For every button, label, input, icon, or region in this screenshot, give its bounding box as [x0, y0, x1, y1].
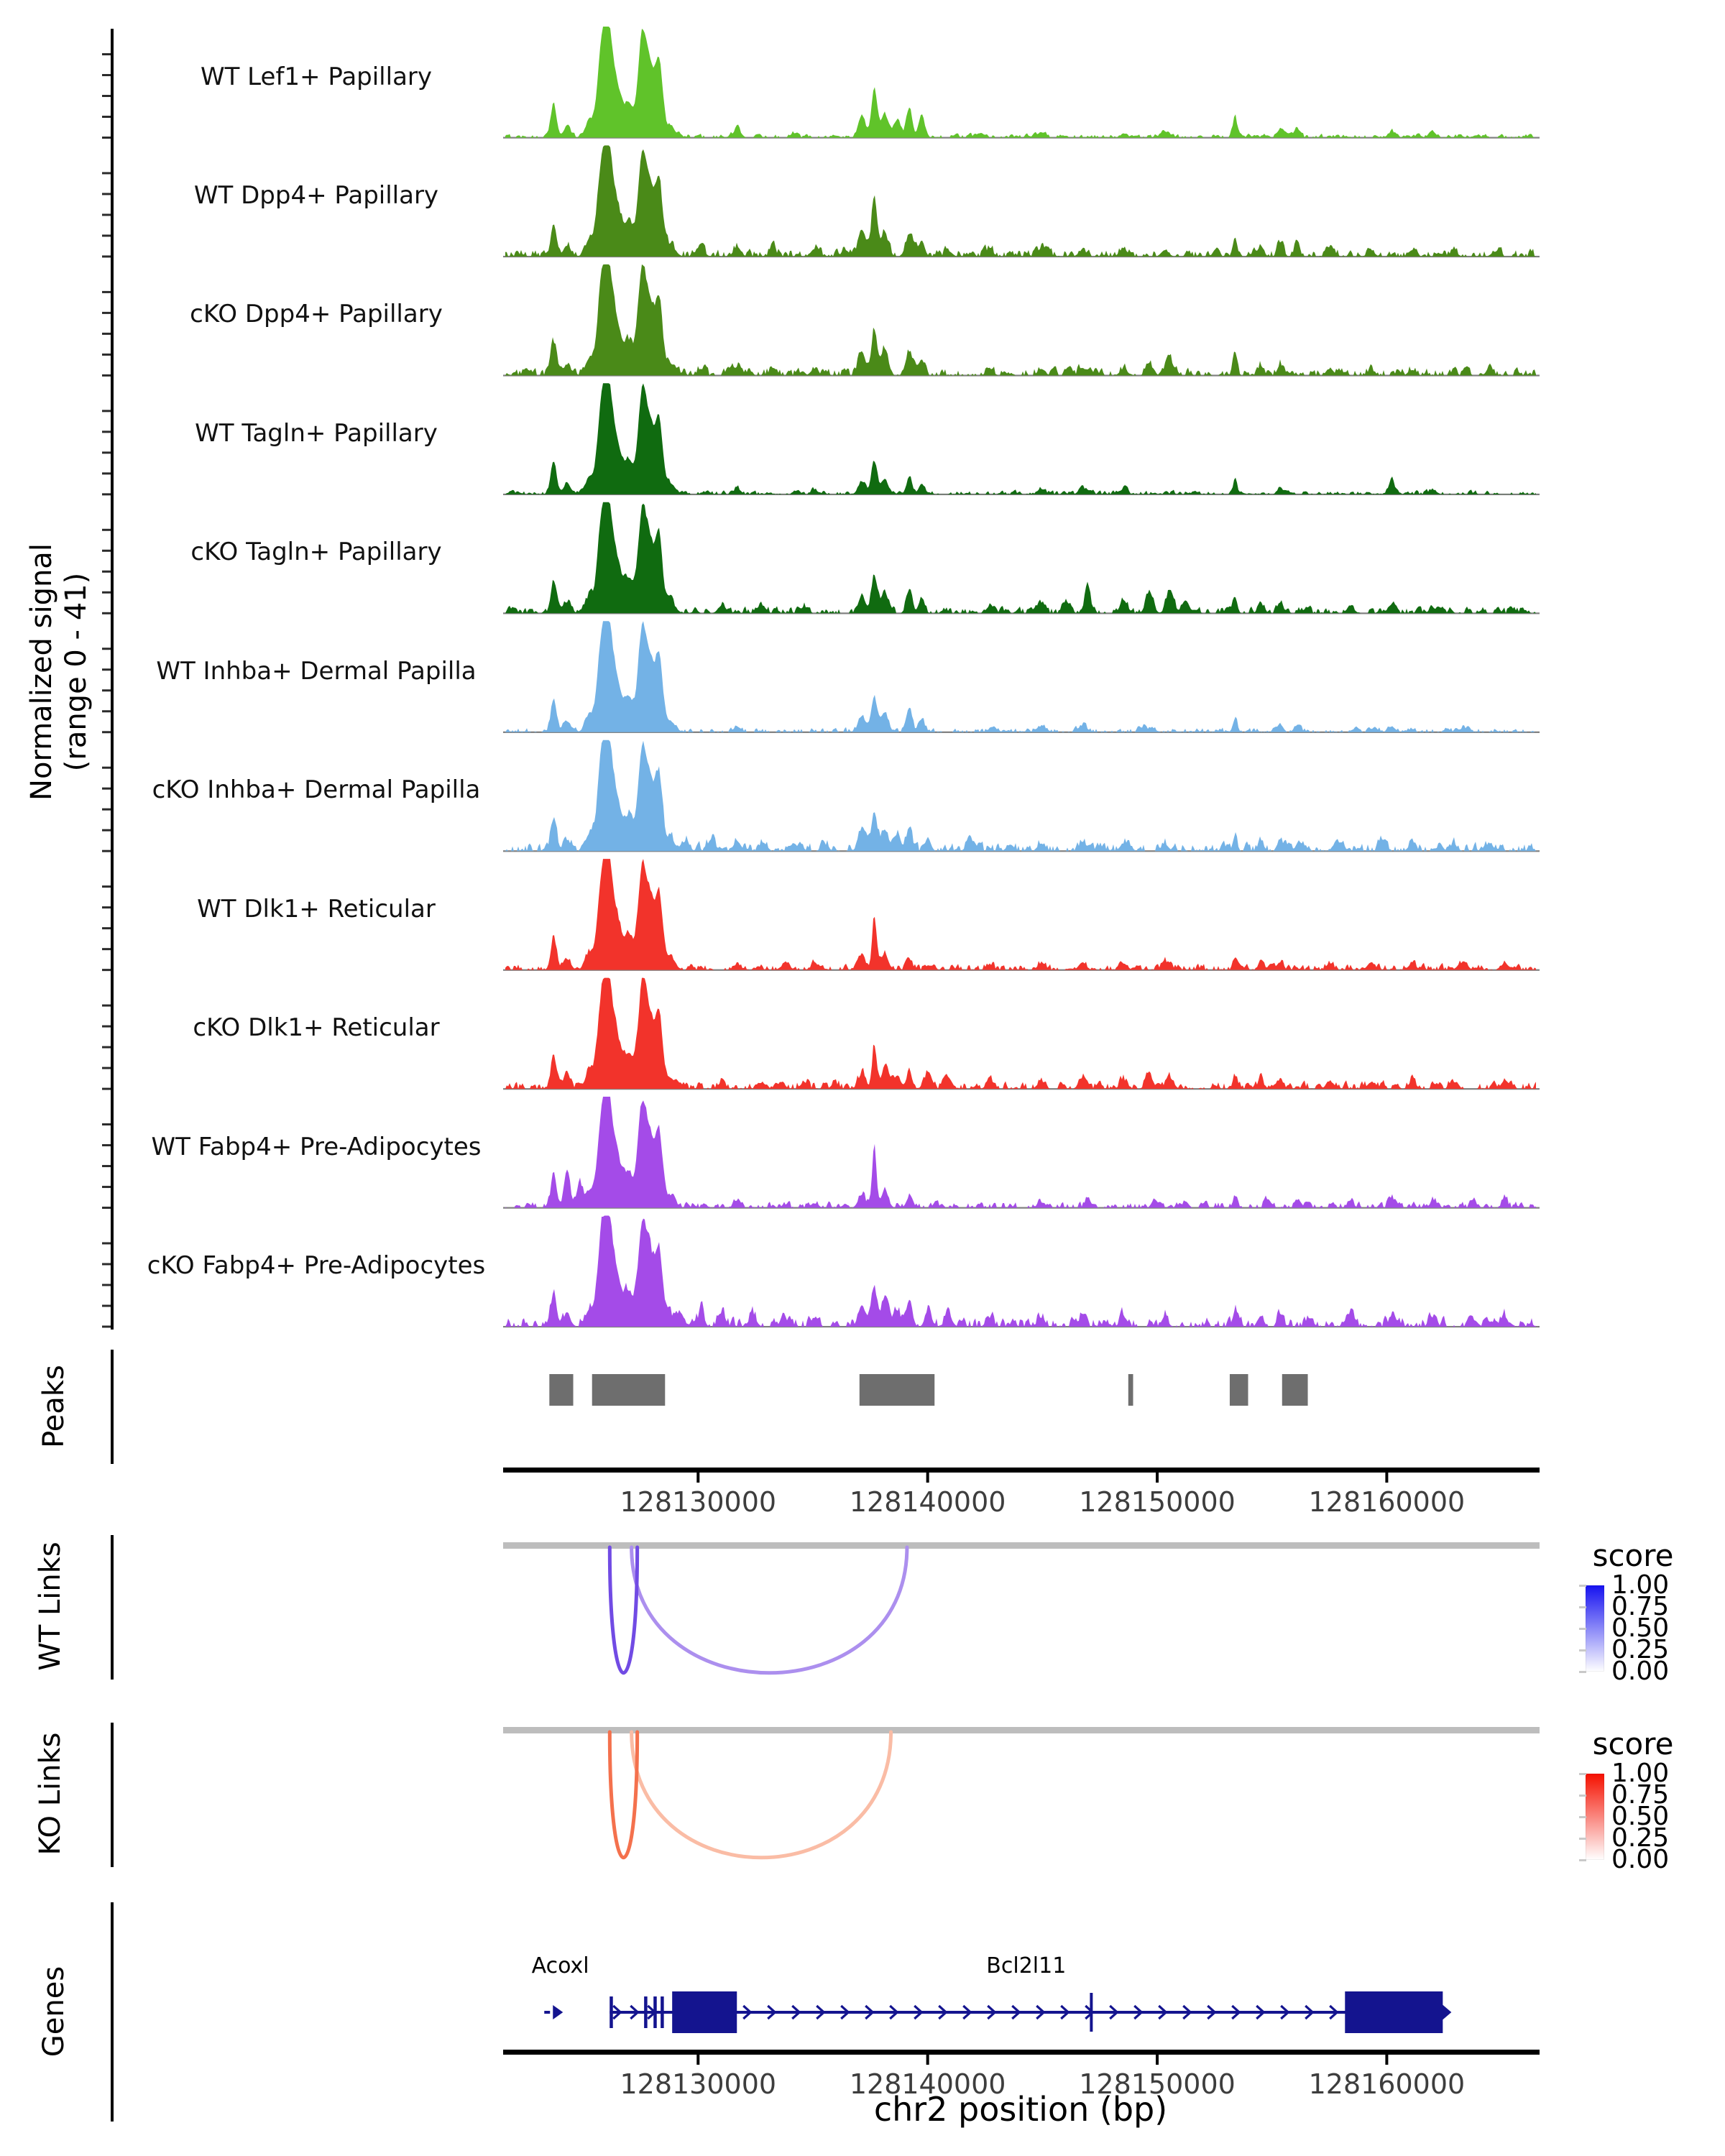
- signal-area-10: [505, 1216, 1536, 1327]
- y-axis-tick: [102, 1088, 111, 1090]
- x-tick-label-128160000: 128160000: [1308, 1486, 1466, 1518]
- legend-value-0.00: 0.00: [1611, 1845, 1670, 1874]
- x-axis-top: [503, 1468, 1540, 1483]
- x-axis-line: [503, 1468, 1540, 1473]
- signal-area-2: [505, 264, 1536, 376]
- legend-notch: [1579, 1671, 1586, 1673]
- peaks-track: [549, 1374, 1307, 1406]
- signal-area-6: [505, 740, 1536, 852]
- gene-arrow-Acoxl: [553, 2005, 563, 2019]
- y-axis-tick: [102, 1207, 111, 1209]
- y-axis-tick: [102, 1165, 111, 1167]
- x-axis-tick: [1156, 1473, 1159, 1483]
- bracket-peaks: [111, 1350, 114, 1464]
- y-axis-tick: [102, 354, 111, 356]
- y-axis-tick: [102, 591, 111, 594]
- gene-end-arrow: [1441, 2004, 1451, 2021]
- legend-notch: [1579, 1585, 1586, 1587]
- x-axis-title: chr2 position (bp): [873, 2090, 1168, 2129]
- legend-value-1.00: 1.00: [1611, 1759, 1670, 1788]
- x-tick-label-128130000: 128130000: [620, 1486, 777, 1518]
- section-label-ko-links: KO Links: [34, 1732, 67, 1856]
- x-tick-label-128150000: 128150000: [1079, 2068, 1236, 2100]
- y-axis-tick: [102, 137, 111, 139]
- track-label-1: WT Dpp4+ Papillary: [193, 180, 439, 210]
- x-axis-bottom: [503, 2050, 1540, 2065]
- legend-notch: [1579, 1649, 1586, 1651]
- x-tick-label-128160000: 128160000: [1308, 2068, 1466, 2100]
- x-tick-label-128140000: 128140000: [849, 2068, 1006, 2100]
- track-label-0: WT Lef1+ Papillary: [200, 62, 433, 91]
- signal-area-1: [505, 145, 1536, 257]
- signal-area-5: [505, 621, 1536, 732]
- y-axis-tick: [102, 213, 111, 216]
- y-axis-tick: [102, 927, 111, 929]
- y-axis-tick: [102, 1243, 111, 1245]
- y-axis-tick: [102, 95, 111, 97]
- y-axis-tick: [102, 529, 111, 531]
- legend-value-0.00: 0.00: [1611, 1657, 1670, 1686]
- ko-link-baseline-bar: [503, 1727, 1540, 1733]
- y-axis-tick: [102, 829, 111, 831]
- wt-score-legend-gradient: [1586, 1585, 1604, 1672]
- track-label-9: WT Fabp4+ Pre-Adipocytes: [151, 1132, 482, 1161]
- x-tick-label-128130000: 128130000: [620, 2068, 777, 2100]
- signal-area-4: [505, 502, 1536, 614]
- legend-notch: [1579, 1859, 1586, 1861]
- y-axis-tick: [102, 808, 111, 811]
- gene-exon-block: [672, 1991, 737, 2033]
- y-axis-tick: [102, 1186, 111, 1188]
- y-axis-label-line2: (range 0 - 41): [60, 572, 93, 772]
- y-axis-tick: [102, 1123, 111, 1125]
- y-axis-tick: [102, 1326, 111, 1328]
- links-ko: [503, 1727, 1540, 1858]
- peak-interval-4: [1230, 1374, 1248, 1406]
- y-axis-tick: [102, 291, 111, 293]
- links-wt: [503, 1542, 1540, 1673]
- section-brackets: [111, 1350, 114, 2122]
- y-axis-tick: [102, 53, 111, 55]
- x-tick-label-128140000: 128140000: [849, 1486, 1006, 1518]
- x-axis-tick: [1385, 2055, 1388, 2065]
- track-label-10: cKO Fabp4+ Pre-Adipocytes: [147, 1251, 486, 1280]
- x-axis-tick: [926, 1473, 929, 1483]
- x-axis-tick: [1385, 1473, 1388, 1483]
- legend-value-0.25: 0.25: [1611, 1635, 1670, 1664]
- y-axis-tick: [102, 374, 111, 377]
- ko-score-legend-gradient: [1586, 1774, 1604, 1860]
- y-axis-tick: [102, 1305, 111, 1307]
- x-axis-tick: [696, 2055, 699, 2065]
- section-label-peaks: Peaks: [37, 1365, 70, 1448]
- y-axis-tick: [102, 969, 111, 971]
- y-axis-label-line1: Normalized signal: [25, 543, 58, 801]
- gene-partial-line: [544, 2011, 550, 2014]
- y-axis-tick: [102, 767, 111, 769]
- gene-exon-tick: [661, 1996, 664, 2028]
- y-axis-tick: [102, 1067, 111, 1069]
- y-axis-tick: [102, 1284, 111, 1286]
- track-label-8: cKO Dlk1+ Reticular: [193, 1013, 440, 1043]
- section-label-wt-links: WT Links: [34, 1542, 67, 1671]
- gene-label-Bcl2l11: Bcl2l11: [986, 1953, 1067, 1978]
- legend-notch: [1579, 1795, 1586, 1797]
- y-axis-tick: [102, 571, 111, 573]
- track-label-4: cKO Tagln+ Papillary: [190, 538, 442, 567]
- y-axis-tick: [102, 1046, 111, 1049]
- y-axis-tick: [102, 333, 111, 335]
- legend-notch: [1579, 1816, 1586, 1818]
- y-axis-tick: [102, 948, 111, 950]
- y-axis-tick: [102, 116, 111, 118]
- ko-score-legend-title: score: [1592, 1726, 1674, 1761]
- gene-exon-block: [1345, 1991, 1443, 2033]
- track-label-6: cKO Inhba+ Dermal Papilla: [152, 775, 481, 805]
- legend-notch: [1579, 1628, 1586, 1630]
- legend-notch: [1579, 1838, 1586, 1840]
- x-axis-tick: [696, 1473, 699, 1483]
- gene-exon-tick: [644, 1996, 648, 2028]
- y-axis-tick: [102, 234, 111, 236]
- legend-value-0.75: 0.75: [1611, 1592, 1670, 1621]
- y-axis-tick: [102, 689, 111, 691]
- legend-value-0.75: 0.75: [1611, 1780, 1670, 1810]
- wt-link-baseline-bar: [503, 1542, 1540, 1549]
- y-axis-tick: [102, 731, 111, 733]
- bracket-wt-links: [111, 1535, 114, 1680]
- y-axis-tick: [102, 1005, 111, 1007]
- track-label-3: WT Tagln+ Papillary: [195, 418, 438, 448]
- signal-area-8: [505, 978, 1536, 1089]
- legend-value-1.00: 1.00: [1611, 1570, 1670, 1600]
- peak-interval-0: [549, 1374, 573, 1406]
- y-axis-tick: [102, 710, 111, 712]
- x-axis-tick: [926, 2055, 929, 2065]
- gene-exon-tick: [610, 1996, 613, 2028]
- track-label-5: WT Inhba+ Dermal Papilla: [156, 656, 477, 686]
- signal-areas: [505, 27, 1536, 1327]
- gene-models: [544, 1991, 1451, 2033]
- peak-interval-3: [1128, 1374, 1133, 1406]
- peak-interval-2: [860, 1374, 934, 1406]
- signal-area-3: [505, 383, 1536, 494]
- bracket-ko-links: [111, 1723, 114, 1867]
- y-axis-tick: [102, 612, 111, 614]
- peak-interval-1: [592, 1374, 666, 1406]
- y-axis-tick: [102, 493, 111, 495]
- x-axis-tick: [1156, 2055, 1159, 2065]
- ko-link-arc-score-0.35: [632, 1732, 891, 1858]
- legend-value-0.50: 0.50: [1611, 1613, 1670, 1643]
- legend-value-0.50: 0.50: [1611, 1802, 1670, 1831]
- y-axis-tick: [102, 172, 111, 174]
- track-label-7: WT Dlk1+ Reticular: [197, 894, 436, 923]
- y-axis-tick: [102, 410, 111, 412]
- bracket-genes: [111, 1902, 114, 2122]
- y-axis-tick: [102, 850, 111, 852]
- y-axis-tick: [102, 885, 111, 888]
- legend-notch: [1579, 1606, 1586, 1608]
- y-axis-tick: [102, 451, 111, 453]
- legend-notch: [1579, 1773, 1586, 1775]
- wt-link-arc-score-0.45: [632, 1547, 907, 1673]
- wt-score-legend-title: score: [1592, 1538, 1674, 1573]
- x-axis-line: [503, 2050, 1540, 2055]
- y-axis-tick: [102, 255, 111, 257]
- section-label-genes: Genes: [37, 1966, 70, 2058]
- y-axis-tick: [102, 472, 111, 474]
- legend-value-0.25: 0.25: [1611, 1823, 1670, 1853]
- x-tick-label-128150000: 128150000: [1079, 1486, 1236, 1518]
- track-label-2: cKO Dpp4+ Papillary: [190, 300, 443, 329]
- signal-area-9: [505, 1097, 1536, 1208]
- signal-area-0: [505, 27, 1536, 138]
- signal-area-7: [505, 859, 1536, 970]
- y-axis-label: [24, 384, 93, 959]
- gene-label-Acoxl: Acoxl: [531, 1953, 589, 1978]
- y-axis-tick: [102, 648, 111, 650]
- peak-interval-5: [1282, 1374, 1308, 1406]
